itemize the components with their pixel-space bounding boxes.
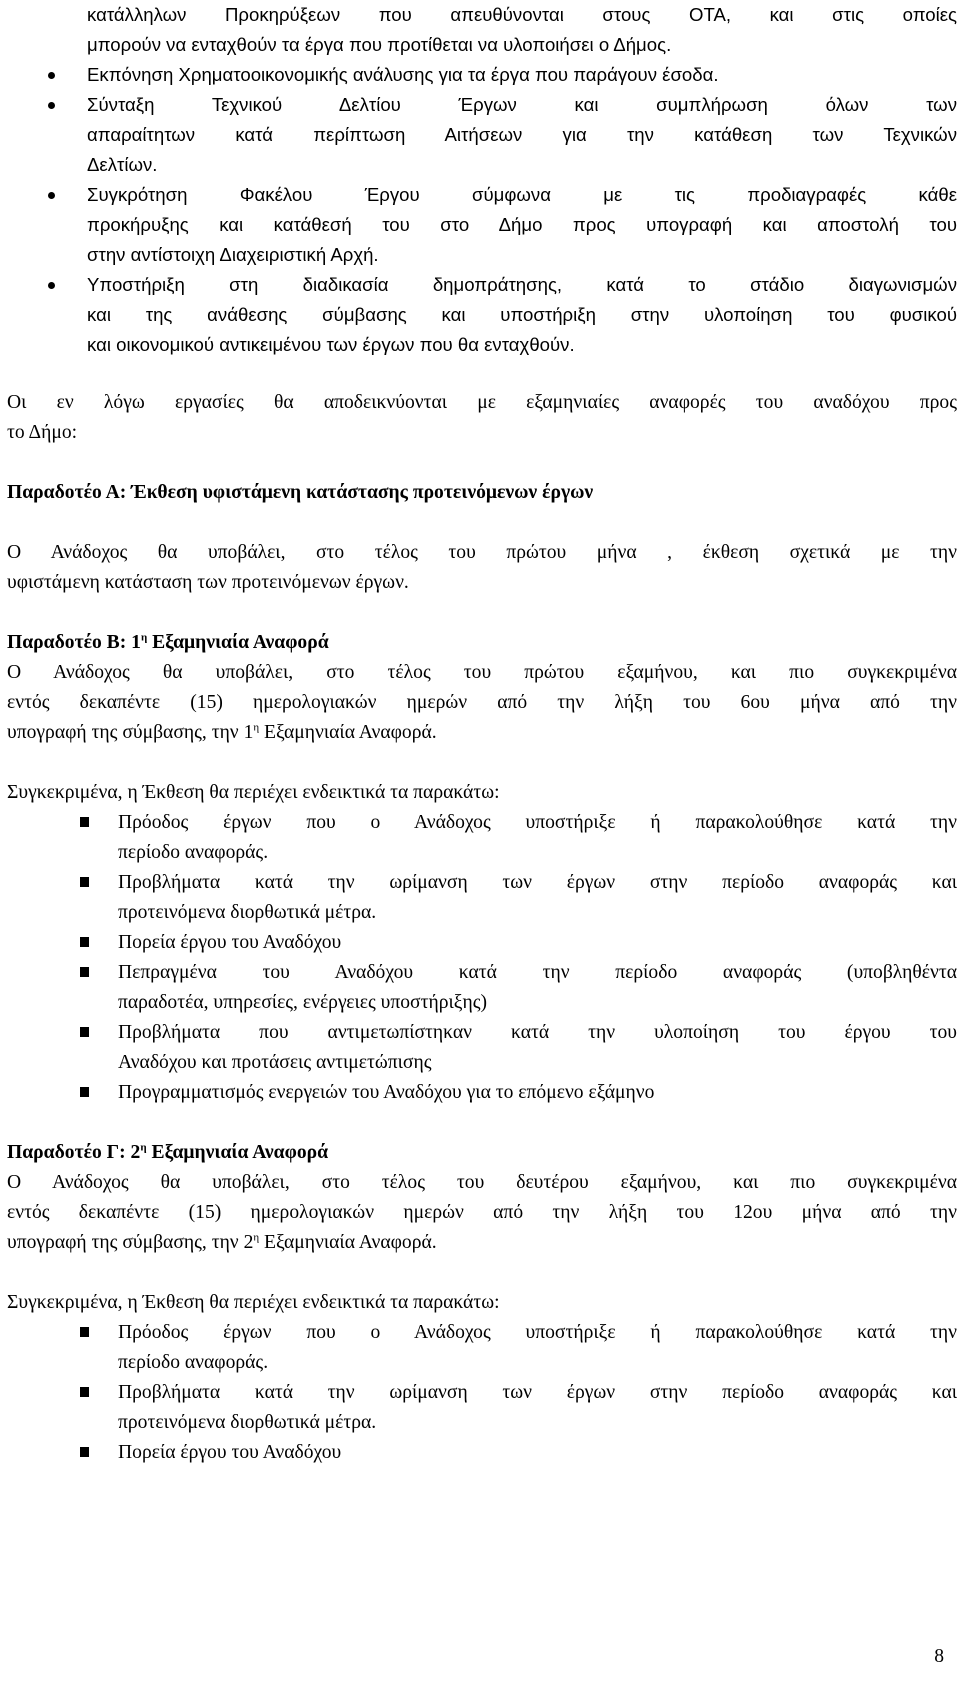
square-bullet-icon	[80, 1027, 89, 1037]
list-item	[118, 1018, 957, 1078]
list-item-line: Πεπραγμένα του Αναδόχου κατά την περίοδο αναφοράς (υποβληθέντα	[118, 962, 957, 983]
ordinal-superscript: η	[253, 1231, 260, 1244]
list-item-line: Πορεία έργου του Αναδόχου	[118, 1442, 342, 1463]
deliverable-a-paragraph	[7, 538, 957, 598]
list-item-line: Δελτίων.	[87, 154, 158, 175]
list-item-line: περίοδο αναφοράς.	[118, 842, 269, 863]
list-item-line: Συγκρότηση Φακέλου Έργου σύμφωνα με τις προδιαγραφές κάθε	[87, 184, 957, 205]
intro-task-list	[7, 0, 957, 360]
list-item	[87, 60, 957, 90]
list-item-line: Πορεία έργου του Αναδόχου	[118, 932, 342, 953]
square-bullet-icon	[80, 817, 89, 827]
deliverable-b-heading	[7, 628, 957, 658]
list-item	[87, 0, 957, 60]
paragraph-line	[7, 1228, 957, 1258]
deliverable-c-paragraph	[7, 1168, 957, 1258]
heading-text: Παραδοτέο Γ: 2	[7, 1142, 141, 1163]
list-item	[87, 270, 957, 360]
document-page	[7, 0, 957, 1468]
square-bullet-icon	[80, 967, 89, 977]
list-item-line: Προβλήματα που αντιμετωπίστηκαν κατά την υλοποίηση του έργου του	[118, 1022, 957, 1043]
line-text: υπογραφή της σύμβασης, την 2	[7, 1232, 254, 1253]
heading-text: Παραδοτέο Β: 1	[7, 632, 141, 653]
paragraph-line: υφιστάμενη κατάσταση των προτεινόμενων έργων.	[7, 572, 409, 593]
list-item-line: προτεινόμενα διορθωτικά μέτρα.	[118, 1412, 377, 1433]
paragraph-line: Οι εν λόγω εργασίες θα αποδεικνύονται με εξαμηνιαίες αναφορές του αναδόχου προς	[7, 392, 957, 413]
list-item-line: απαραίτητων κατά περίπτωση Αιτήσεων για την κατάθεση των Τεχνικών	[87, 124, 957, 145]
list-item	[118, 1438, 957, 1468]
square-bullet-icon	[80, 1387, 89, 1397]
heading-text: Εξαμηνιαία Αναφορά	[146, 1142, 329, 1163]
square-bullet-icon	[80, 1327, 89, 1337]
square-bullet-icon	[80, 877, 89, 887]
deliverable-a-heading: Παραδοτέο Α: Έκθεση υφιστάμενη κατάστασης προτεινόμενων έργων	[7, 482, 594, 503]
list-item-line: μπορούν να ενταχθούν τα έργα που προτίθεται να υλοποιήσει ο Δήμος.	[87, 34, 672, 55]
bullet-dot-icon	[48, 72, 55, 79]
square-bullet-icon	[80, 1087, 89, 1097]
list-item-line: Πρόοδος έργων που ο Ανάδοχος υποστήριξε ή παρακολούθησε κατά την	[118, 1322, 957, 1343]
page-number: 8	[934, 1646, 944, 1667]
paragraph-line: Ο Ανάδοχος θα υποβάλει, στο τέλος του πρώτου μήνα , έκθεση σχετικά με την	[7, 542, 957, 563]
list-item	[118, 808, 957, 868]
ordinal-superscript: η	[140, 631, 148, 644]
bullet-dot-icon	[48, 102, 55, 109]
list-item	[118, 1078, 957, 1108]
line-text: Εξαμηνιαία Αναφορά.	[259, 1232, 437, 1253]
list-item-line: στην αντίστοιχη Διαχειριστική Αρχή.	[87, 244, 379, 265]
bullet-dot-icon	[48, 192, 55, 199]
reports-intro-paragraph	[7, 388, 957, 448]
paragraph-line: Ο Ανάδοχος θα υποβάλει, στο τέλος του πρώτου εξαμήνου, και πιο συγκεκριμένα	[7, 662, 957, 683]
list-item-line: Εκπόνηση Χρηματοοικονομικής ανάλυσης για τα έργα που παράγουν έσοδα.	[87, 64, 719, 85]
deliverable-b-contents-intro: Συγκεκριμένα, η Έκθεση θα περιέχει ενδεικτικά τα παρακάτω:	[7, 782, 500, 803]
heading-text: Εξαμηνιαία Αναφορά	[147, 632, 329, 653]
deliverable-c-contents-intro: Συγκεκριμένα, η Έκθεση θα περιέχει ενδεικτικά τα παρακάτω:	[7, 1292, 500, 1313]
list-item-line: Πρόοδος έργων που ο Ανάδοχος υποστήριξε ή παρακολούθησε κατά την	[118, 812, 957, 833]
square-bullet-icon	[80, 1447, 89, 1457]
deliverable-b-contents-list	[7, 808, 957, 1108]
paragraph-line: Ο Ανάδοχος θα υποβάλει, στο τέλος του δευτέρου εξαμήνου, και πιο συγκεκριμένα	[7, 1172, 957, 1193]
list-item-line: Υποστήριξη στη διαδικασία δημοπράτησης, κατά το στάδιο διαγωνισμών	[87, 274, 957, 295]
list-item-line: Προγραμματισμός ενεργειών του Αναδόχου για το επόμενο εξάμηνο	[118, 1082, 655, 1103]
list-item	[118, 1318, 957, 1378]
list-item-line: παραδοτέα, υπηρεσίες, ενέργειες υποστήριξης)	[118, 992, 488, 1013]
list-item-line: προτεινόμενα διορθωτικά μέτρα.	[118, 902, 377, 923]
deliverable-c-heading	[7, 1138, 957, 1168]
ordinal-superscript: η	[253, 721, 260, 734]
paragraph-line: εντός δεκαπέντε (15) ημερολογιακών ημερών από την λήξη του 12ου μήνα από την	[7, 1202, 957, 1223]
paragraph-line: το Δήμο:	[7, 422, 78, 443]
square-bullet-icon	[80, 937, 89, 947]
list-item-line: και της ανάθεσης σύμβασης και υποστήριξη στην υλοποίηση του φυσικού	[87, 304, 957, 325]
list-item	[87, 90, 957, 180]
list-item	[87, 180, 957, 270]
paragraph-line	[7, 718, 957, 748]
deliverable-b-paragraph	[7, 658, 957, 748]
list-item-line: Αναδόχου και προτάσεις αντιμετώπισης	[118, 1052, 432, 1073]
line-text: υπογραφή της σύμβασης, την 1	[7, 722, 254, 743]
list-item-line: κατάλληλων Προκηρύξεων που απευθύνονται στους ΟΤΑ, και στις οποίες	[87, 4, 957, 25]
deliverable-c-contents-list	[7, 1318, 957, 1468]
bullet-dot-icon	[48, 282, 55, 289]
paragraph-line: εντός δεκαπέντε (15) ημερολογιακών ημερών από την λήξη του 6ου μήνα από την	[7, 692, 957, 713]
list-item	[118, 958, 957, 1018]
list-item-line: περίοδο αναφοράς.	[118, 1352, 269, 1373]
list-item-line: Προβλήματα κατά την ωρίμανση των έργων στην περίοδο αναφοράς και	[118, 872, 957, 893]
list-item-line: Σύνταξη Τεχνικού Δελτίου Έργων και συμπλήρωση όλων των	[87, 94, 957, 115]
list-item	[118, 1378, 957, 1438]
ordinal-superscript: η	[140, 1141, 147, 1154]
list-item	[118, 868, 957, 928]
list-item-line: προκήρυξης και κατάθεσή του στο Δήμο προς υπογραφή και αποστολή του	[87, 214, 957, 235]
line-text: Εξαμηνιαία Αναφορά.	[259, 722, 437, 743]
list-item	[118, 928, 957, 958]
list-item-line: και οικονομικού αντικειμένου των έργων που θα ενταχθούν.	[87, 334, 575, 355]
list-item-line: Προβλήματα κατά την ωρίμανση των έργων στην περίοδο αναφοράς και	[118, 1382, 957, 1403]
